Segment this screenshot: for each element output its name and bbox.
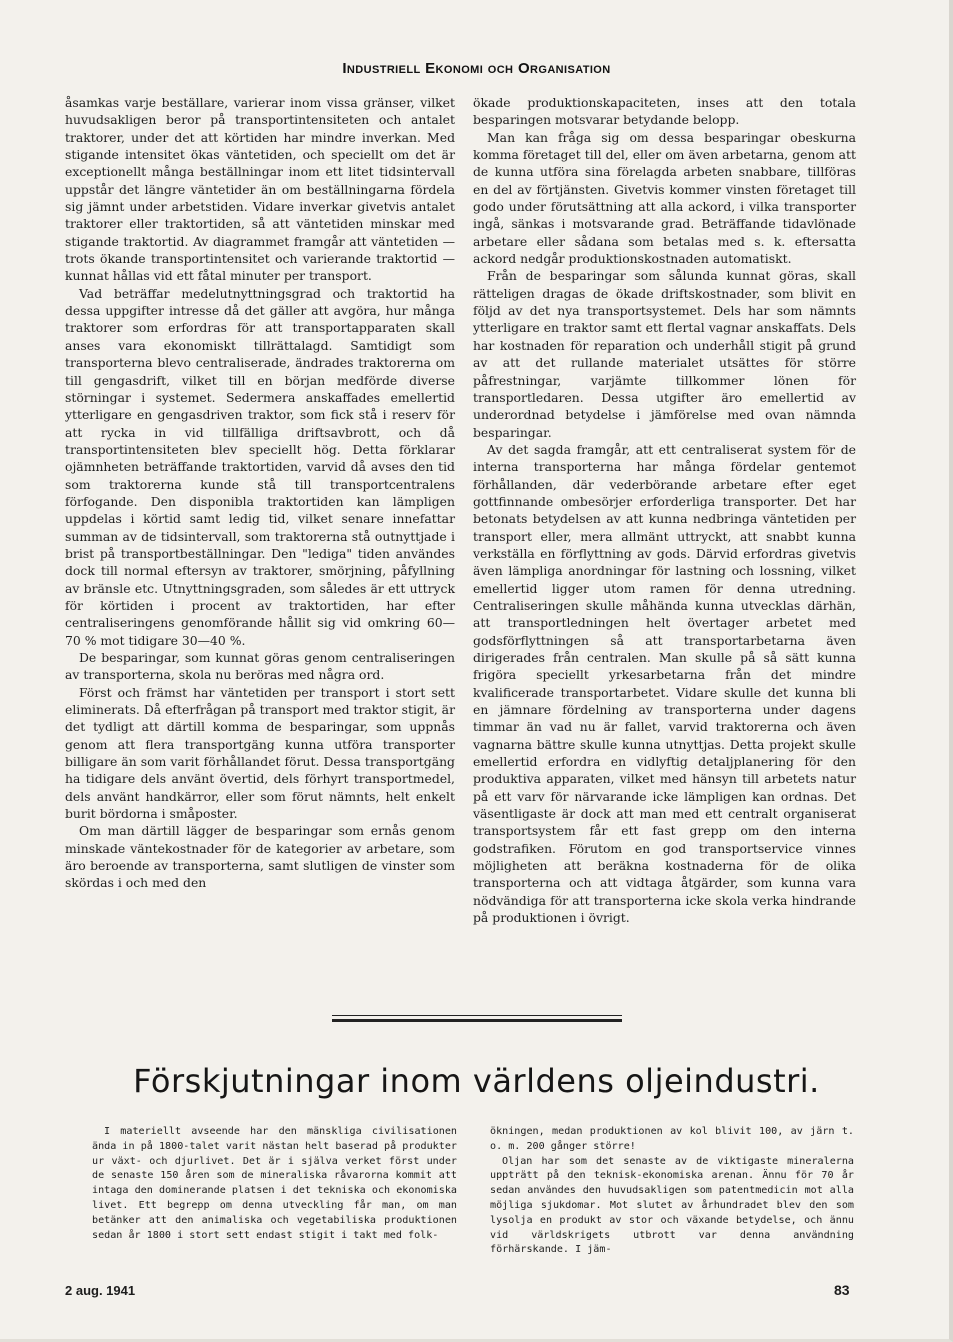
running-head: Industriell Ekonomi och Organisation <box>342 60 611 77</box>
paragraph: Från de besparingar som sålunda kunnat göras, skall rätteligen dragas de ökade driftskostnader, som blivit en följd av det nya transportsystemet. Dels har som nämnts ytterligare en traktor samt ett flertal vagnar anskaffats. Dels har kostnaden för reparation och underhåll stigit på grund av att det rullande materialet utsättes för större påfrestningar, varjämte tillkommer lönen för transportledaren. Dessa utgifter äro emellertid av underordnad betydelse i jämförelse med ovan nämnda besparingar. <box>473 268 856 440</box>
article-title: Förskjutningar inom världens oljeindustri. <box>133 1062 820 1100</box>
article-left-column <box>92 1125 457 1243</box>
issue-date: 2 aug. 1941 <box>65 1283 136 1298</box>
paragraph: åsamkas varje beställare, varierar inom vissa gränser, vilket huvudsakligen beror på transportintensiteten och antalet traktorer, under det att körtiden har mindre inverkan. Med stigande intensitet ökas väntetiden, och speciellt om det är exceptionellt många beställningar inom ett litet tidsintervall uppstår det längre väntetider än om beställningarna fördela sig jämnt under arbetstiden. Vidare inverkar givetvis antalet traktorer eller traktortiden, så att väntetiden minskar med stigande traktortid. Av diagrammet framgår att väntetiden — trots ökande transportintensitet och varierande traktortid — kunnat hållas vid ett fåtal minuter per transport. <box>65 95 455 284</box>
section-divider <box>332 1015 622 1016</box>
left-column <box>65 94 455 892</box>
paragraph: Vad beträffar medelutnyttningsgrad och traktortid ha dessa uppgifter intresse då det gäller att avgöra, hur många traktorer som erfordras för att transportapparaten skall anses vara ekonomiskt tillrättalagd. Samtidigt som transporterna blevo centraliserade, ändrades traktorerna om till gengasdrift, vilket till en början medförde diverse störningar i systemet. Sedermera anskaffades emellertid ytterligare en gengasdriven traktor, som fick stå i reserv för att rycka in vid tillfälliga driftsavbrott, och då transportintensiteten blev speciellt hög. Detta förklarar ojämnheten beträffande traktortiden, varvid då avses den tid som traktorerna kunde stå till transportcentralens förfogande. Den disponibla traktortiden kan lämpligen uppdelas i körtid samt ledig tid, vilket senare innefattar summan av de tidsintervall, som traktorerna stå outnyttjade i brist på transportbeställningar. Den "lediga" tiden användes dock till normal eftersyn av traktorer, smörjning, påfyllning av bränsle etc. Utnyttningsgraden, som således är ett uttryck för körtiden i procent av traktortiden, har efter centraliseringens genomförande hållit sig vid omkring 60—70 % mot tidigare 30—40 %. <box>65 285 455 648</box>
paragraph: De besparingar, som kunnat göras genom centraliseringen av transporterna, skola nu beröras med några ord. <box>65 650 455 683</box>
section-divider-thick <box>332 1019 622 1022</box>
paragraph: I materiellt avseende har den mänskliga civilisationen ända in på 1800-talet varit nästan helt baserad på produkter ur växt- och djurlivet. Det är i själva verket först under de senaste 150 åren som de mineraliska råvarorna kommit att intaga den dominerande platsen i det tekniska och ekonomiska livet. Ett begrepp om denna utveckling får man, om man betänker att den animaliska och vegetabiliska produktionen sedan år 1800 i stort sett endast stigit i takt med folk- <box>92 1126 457 1241</box>
paragraph: Oljan har som det senaste av de viktigaste mineralerna uppträtt på den teknisk-ekonomiska arenan. Ännu för 70 år sedan användes den huvudsakligen som patentmedicin mot alla möjliga sjukdomar. Mot slutet av århundradet blev den som lysolja en produkt av stor och växande betydelse, och ännu vid världskrigets utbrott var denna användning förhärskande. I jäm- <box>490 1155 854 1256</box>
paragraph: Av det sagda framgår, att ett centraliserat system för de interna transporterna har många fördelar gentemot förhållanden, där vederbörande arbetare efter eget gottfinnande ombesörjer erforderliga transporter. Det har betonats betydelsen av att kunna nedbringa väntetiden per transport eller, mera allmänt uttryckt, att snabbt kunna verkställa en förflyttning av gods. Därvid erfordras givetvis även lämpliga anordningar för lastning och lossning, vilket emellertid ligger utom ramen för denna utredning. Centraliseringen skulle måhända kunna utvecklas därhän, att transportledningen helt övertager arbetet med godsförflyttningen så att transportarbetarna även dirigerades från centralen. Man skulle på så sätt kunna frigöra speciellt yrkesarbetarna från det mindre kvalificerade transportarbetet. Vidare skulle det kunna bli en jämnare fördelning av transporterna under dagens timmar än vad nu är fallet, varvid traktorerna och även vagnarna bättre skulle kunna utnyttjas. Detta projekt skulle emellertid erfordra en vidlyftig detaljplanering för den produktiva apparaten, vilket med hänsyn till arbetets natur på ett varv för närvarande icke lämpligen kan ordnas. Det väsentligaste är dock att man med ett centralt organiserat transportsystem får ett fast grepp om den interna godstrafiken. Förutom en god transportservice vinnes möjligheten att beräkna kostnaderna för de olika transporterna och att vidtaga åtgärder, som kunna vara nödvändiga för att transporterna icke skola verka hindrande på produktionen i övrigt. <box>473 441 856 926</box>
page-number: 83 <box>834 1282 850 1298</box>
paragraph: Först och främst har väntetiden per transport i stort sett eliminerats. Då efterfrågan på transport med traktor stigit, är det tydligt att därtill komma de besparingar, som uppnås genom att flera transportgäng kunna utföra transporter billigare än som varit förhållandet förut. Dessa transportgäng ha tidigare dels använt övertid, dels förhyrt transportmedel, dels använt handkärror, eller som förut nämnts, helt enkelt burit bördorna i småposter. <box>65 684 455 822</box>
article-right-column <box>490 1125 854 1258</box>
paragraph: Man kan fråga sig om dessa besparingar obeskurna komma företaget till del, eller om även arbetarna, genom att de kunna utföra sina förelagda arbeten snabbare, tillföras en del av förtjänsten. Givetvis kommer vinsten företaget till godo under förutsättning att alla ackord, i vilka transporter ingå, sänkas i motsvarande grad. Beträffande tidavlönade arbetare eller sådana som betalas med s. k. eftersatta ackord nedgår produktionskostnaden automatiskt. <box>473 129 856 267</box>
paragraph: ökade produktionskapaciteten, inses att den totala besparingen motsvarar betydande belopp. <box>473 95 856 128</box>
paragraph: ökningen, medan produktionen av kol blivit 100, av järn t. o. m. 200 gånger större! <box>490 1126 854 1152</box>
right-column <box>473 94 856 927</box>
paragraph: Om man därtill lägger de besparingar som ernås genom minskade väntekostnader för de kategorier av arbetare, som äro beroende av transporterna, samt slutligen de vinster som skördas i och med den <box>65 823 455 891</box>
